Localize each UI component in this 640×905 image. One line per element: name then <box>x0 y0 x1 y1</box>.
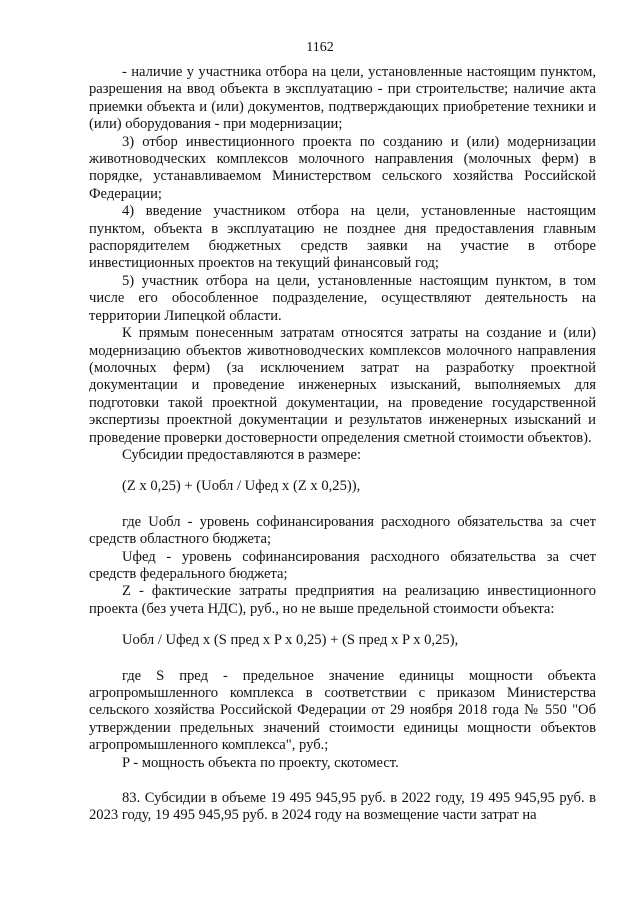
paragraph-condition-4: 4) введение участником отбора на цели, установленные настоящим пунктом, объекта в эксплуатацию не позднее дня предоставления главным распорядителем бюджетных средств заявки на участие в отборе инвестиционных проектов на текущий финансовый год; <box>89 203 596 272</box>
paragraph-definition-ufed: Uфед - уровень софинансирования расходного обязательства за счет средств федерального бюджета; <box>89 548 596 582</box>
paragraph-direct-costs: К прямым понесенным затратам относятся затраты на создание и (или) модернизацию объектов животноводческих комплексов молочного направления (молочных ферм) (за исключением затрат на разработку проектной документации и проведение инженерных изысканий, выполняемых для подготовки такой проектной документации, на проведение государственной экспертизы проектной документации и результатов инженерных изысканий и проведение проверки достоверности определения сметной стоимости объектов). <box>89 325 596 446</box>
paragraph-subsidy-amount: Субсидии предоставляются в размере: <box>122 446 362 463</box>
formula-subsidy: (Z x 0,25) + (Uобл / Uфед x (Z x 0,25)), <box>122 478 361 495</box>
page-number: 1162 <box>306 40 334 55</box>
page-body <box>89 64 596 825</box>
paragraph-definition-s: где S пред - предельное значение единицы мощности объекта агропромышленного комплекса в соответствии с приказом Министерства сельского хозяйства Российской Федерации от 29 ноября 2018 года № 550 "Об утверждении предельных значений стоимости единицы мощности объектов агропромышленного комплекса", руб.; <box>89 667 596 754</box>
paragraph-definition-z: Z - фактические затраты предприятия на реализацию инвестиционного проекта (без учета НДС), руб., но не выше предельной стоимости объекта: <box>89 583 596 617</box>
paragraph-condition-5: 5) участник отбора на цели, установленные настоящим пунктом, в том числе его обособленное подразделение, осуществляют деятельность на территории Липецкой области. <box>89 272 596 324</box>
formula-max-cost: Uобл / Uфед x (S пред x P x 0,25) + (S пред x P x 0,25), <box>122 632 459 649</box>
paragraph-definition-p: P - мощность объекта по проекту, скотомест. <box>122 754 399 771</box>
paragraph-definition-uobl: где Uобл - уровень софинансирования расходного обязательства за счет средств областного бюджета; <box>89 513 596 548</box>
paragraph-item-83: 83. Субсидии в объеме 19 495 945,95 руб. в 2022 году, 19 495 945,95 руб. в 2023 году, 19 495 945,95 руб. в 2024 году на возмещение части затрат на <box>89 790 596 824</box>
paragraph-condition-3: 3) отбор инвестиционного проекта по созданию и (или) модернизации животноводческих комплексов молочного направления (молочных ферм) в порядке, устанавливаемом Министерством сельского хозяйства Российской Федерации; <box>89 133 596 202</box>
paragraph-permit: - наличие у участника отбора на цели, установленные настоящим пунктом, разрешения на ввод объекта в эксплуатацию - при строительстве; наличие акта приемки объекта и (или) документов, подтверждающих приобретение техники и (или) оборудования - при модернизации; <box>89 64 596 133</box>
